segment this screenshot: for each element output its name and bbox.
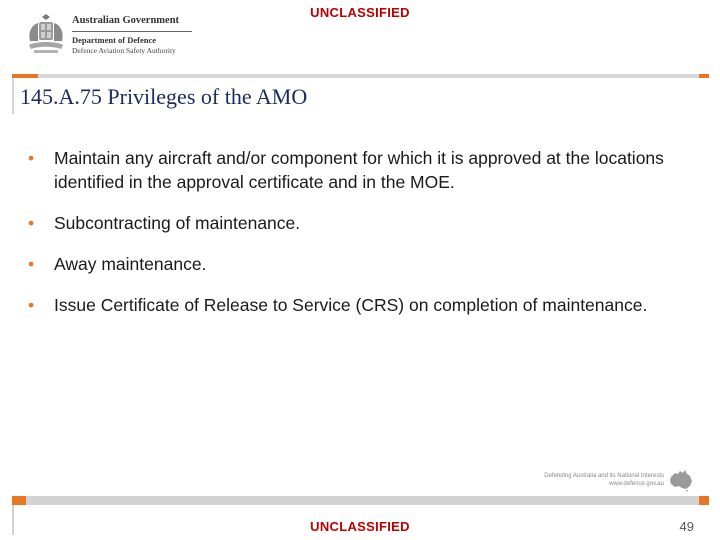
bullet-text: Issue Certificate of Release to Service (CRS) on completion of maintenance. — [54, 295, 648, 315]
bullet-item — [28, 293, 688, 317]
bullet-marker: • — [28, 254, 35, 274]
authority-name: Defence Aviation Safety Authority — [72, 46, 176, 55]
bullet-marker: • — [28, 213, 35, 233]
australia-map-icon — [668, 468, 694, 492]
header-divider — [12, 74, 709, 78]
bullet-list — [28, 146, 688, 334]
slide-title: 145.A.75 Privileges of the AMO — [20, 84, 308, 109]
header-side-rule — [12, 78, 14, 114]
commonwealth-coat-of-arms-icon — [26, 11, 66, 57]
classification-banner-bottom: UNCLASSIFIED — [310, 519, 410, 534]
footer-tagline: Defending Australia and its National Interests — [544, 473, 664, 479]
bullet-marker: • — [28, 295, 35, 315]
bullet-item — [28, 146, 688, 194]
footer-divider — [12, 496, 709, 505]
footer-website: www.defence.gov.au — [609, 481, 664, 487]
bullet-text: Maintain any aircraft and/or component for which it is approved at the locations identified in the approval certificate and in the MOE. — [54, 148, 664, 192]
bullet-marker: • — [28, 148, 35, 168]
page-number: 49 — [679, 519, 694, 534]
department-name: Department of Defence — [72, 35, 157, 45]
government-logo — [26, 11, 191, 61]
classification-banner-top: UNCLASSIFIED — [310, 5, 410, 20]
bullet-item — [28, 252, 688, 276]
bullet-text: Subcontracting of maintenance. — [54, 213, 301, 233]
footer-tagline-block — [540, 472, 664, 488]
bullet-item — [28, 211, 688, 235]
bullet-text: Away maintenance. — [54, 254, 207, 274]
government-name: Australian Government — [72, 14, 192, 32]
